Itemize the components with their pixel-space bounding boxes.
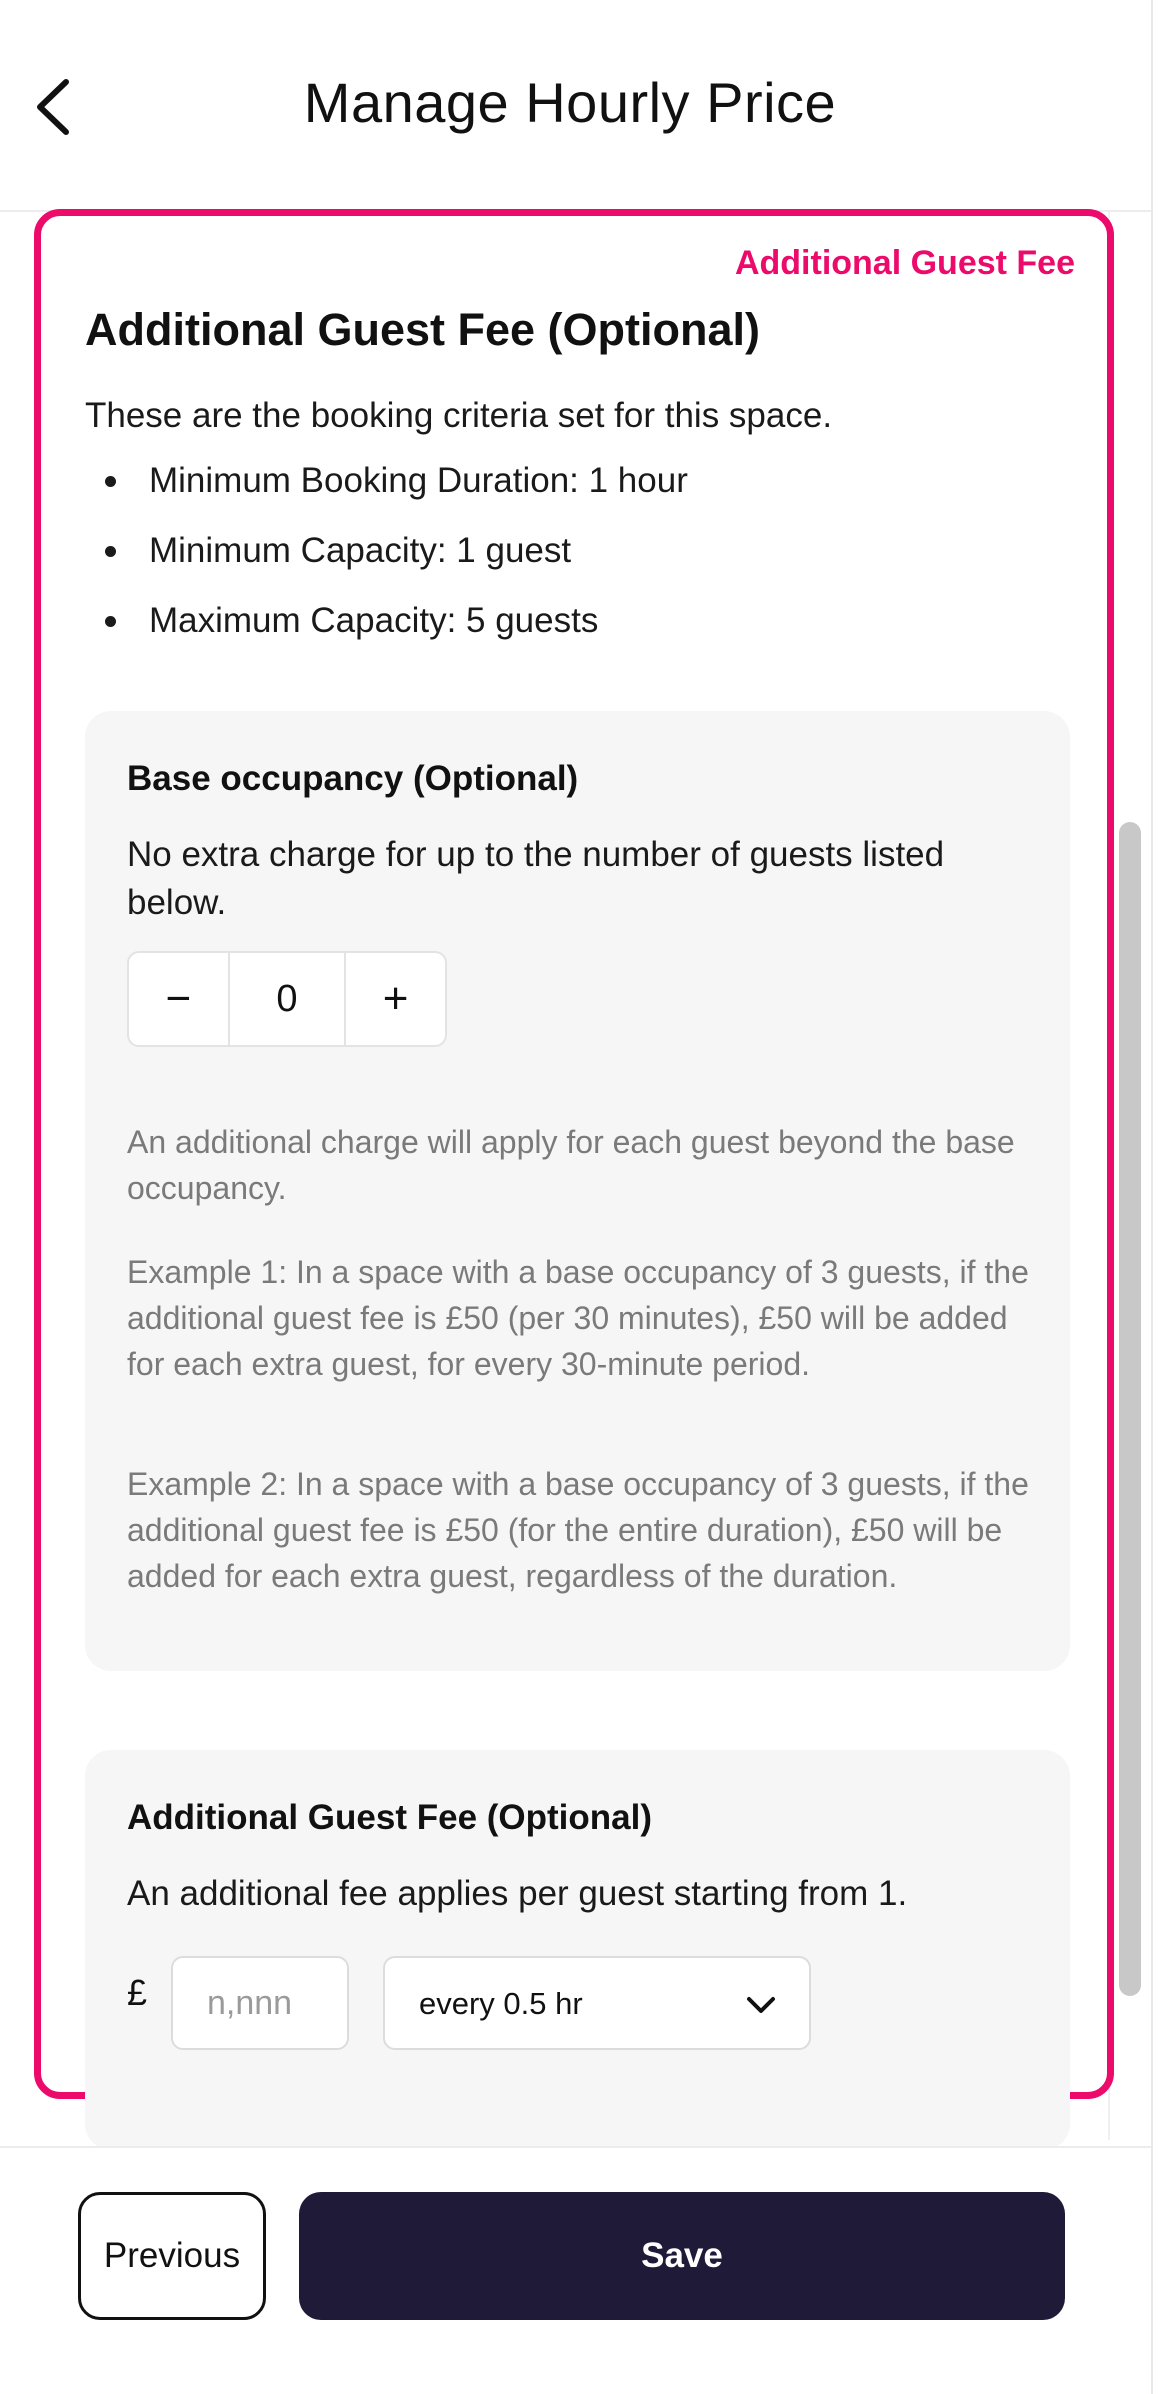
bullet-icon (105, 546, 116, 557)
fee-interval-select[interactable] (383, 1956, 811, 2050)
example-2-note: Example 2: In a space with a base occupancy of 3 guests, if the additional guest fee is £50 (for the entire duration), £50 will be added for each extra guest, regardless of the duration. (127, 1466, 1029, 1594)
base-occupancy-stepper (127, 951, 447, 1047)
currency-symbol: £ (127, 1972, 148, 2013)
stepper-value: 0 (228, 953, 347, 1045)
booking-criteria-list (85, 456, 1085, 666)
footer (0, 2146, 1151, 2394)
decrement-button[interactable]: − (165, 974, 192, 1023)
guest-fee-description: An additional fee applies per guest starting from 1. (127, 1874, 908, 1913)
header (0, 0, 1151, 212)
window-edge (1151, 0, 1153, 2394)
criteria-intro: These are the booking criteria set for this space. (85, 396, 833, 435)
additional-guest-fee-card (85, 1750, 1070, 2150)
increment-button[interactable]: + (382, 974, 409, 1023)
base-occupancy-description: No extra charge for up to the number of guests listed below. (127, 835, 945, 922)
chevron-down-icon (743, 1990, 779, 2020)
previous-button[interactable]: Previous (78, 2192, 266, 2320)
scrollbar-thumb[interactable] (1119, 822, 1141, 1996)
highlight-tag: Additional Guest Fee (734, 244, 1075, 282)
list-item: Maximum Capacity: 5 guests (85, 596, 1085, 666)
guest-fee-amount-input[interactable] (171, 1956, 349, 2050)
charge-note: An additional charge will apply for each guest beyond the base occupancy. (127, 1124, 1015, 1206)
page-title: Manage Hourly Price (303, 71, 837, 134)
additional-guest-fee-highlight (34, 209, 1114, 2099)
base-occupancy-heading: Base occupancy (Optional) (127, 759, 579, 798)
section-title: Additional Guest Fee (Optional) (85, 304, 760, 355)
guest-fee-heading: Additional Guest Fee (Optional) (127, 1798, 652, 1837)
list-item: Minimum Booking Duration: 1 hour (85, 456, 1085, 526)
fee-interval-value: every 0.5 hr (419, 1986, 583, 2021)
save-button[interactable]: Save (299, 2192, 1065, 2320)
bullet-icon (105, 476, 116, 487)
list-item: Minimum Capacity: 1 guest (85, 526, 1085, 596)
example-1-note: Example 1: In a space with a base occupancy of 3 guests, if the additional guest fee is £50 (per 30 minutes), £50 will be added for each extra guest, for every 30-minute period. (127, 1254, 1029, 1382)
bullet-icon (105, 616, 116, 627)
base-occupancy-card (85, 711, 1070, 1671)
